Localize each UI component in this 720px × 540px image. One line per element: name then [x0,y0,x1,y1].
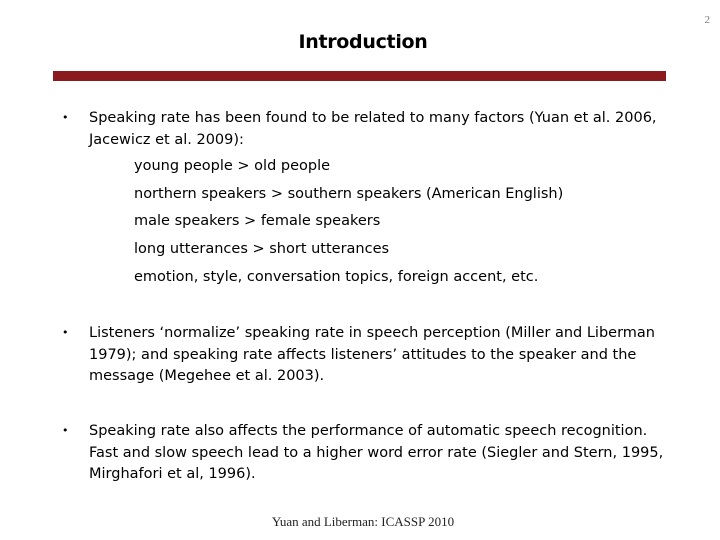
page-number: 2 [704,14,710,26]
sub-item-5: emotion, style, conversation topics, foreign accent, etc. [134,269,539,285]
bullet-marker-2: • [62,326,69,339]
bullet-marker-3: • [62,424,69,437]
bullet-text-1: Speaking rate has been found to be related to many factors (Yuan et al. 2006, Jacewicz et al. 2009): [89,110,657,148]
slide-title: Introduction [298,31,428,53]
bullet-text-3: Speaking rate also affects the performance of automatic speech recognition. Fast and slow speech lead to a higher word error rate (Siegler and Stern, 1995, Mirghafori et al, 1996). [89,423,664,482]
bullet-text-2: Listeners ‘normalize’ speaking rate in speech perception (Miller and Liberman 1979); and speaking rate affects listeners’ attitudes to the speaker and the message (Megehee et al. 2003). [89,325,655,384]
sub-item-2: northern speakers > southern speakers (American English) [134,186,564,202]
sub-item-3: male speakers > female speakers [134,213,381,229]
sub-item-4: long utterances > short utterances [134,241,390,257]
sub-item-1: young people > old people [134,158,331,174]
bullet-marker-1: • [62,111,69,124]
slide-footer: Yuan and Liberman: ICASSP 2010 [271,514,455,529]
